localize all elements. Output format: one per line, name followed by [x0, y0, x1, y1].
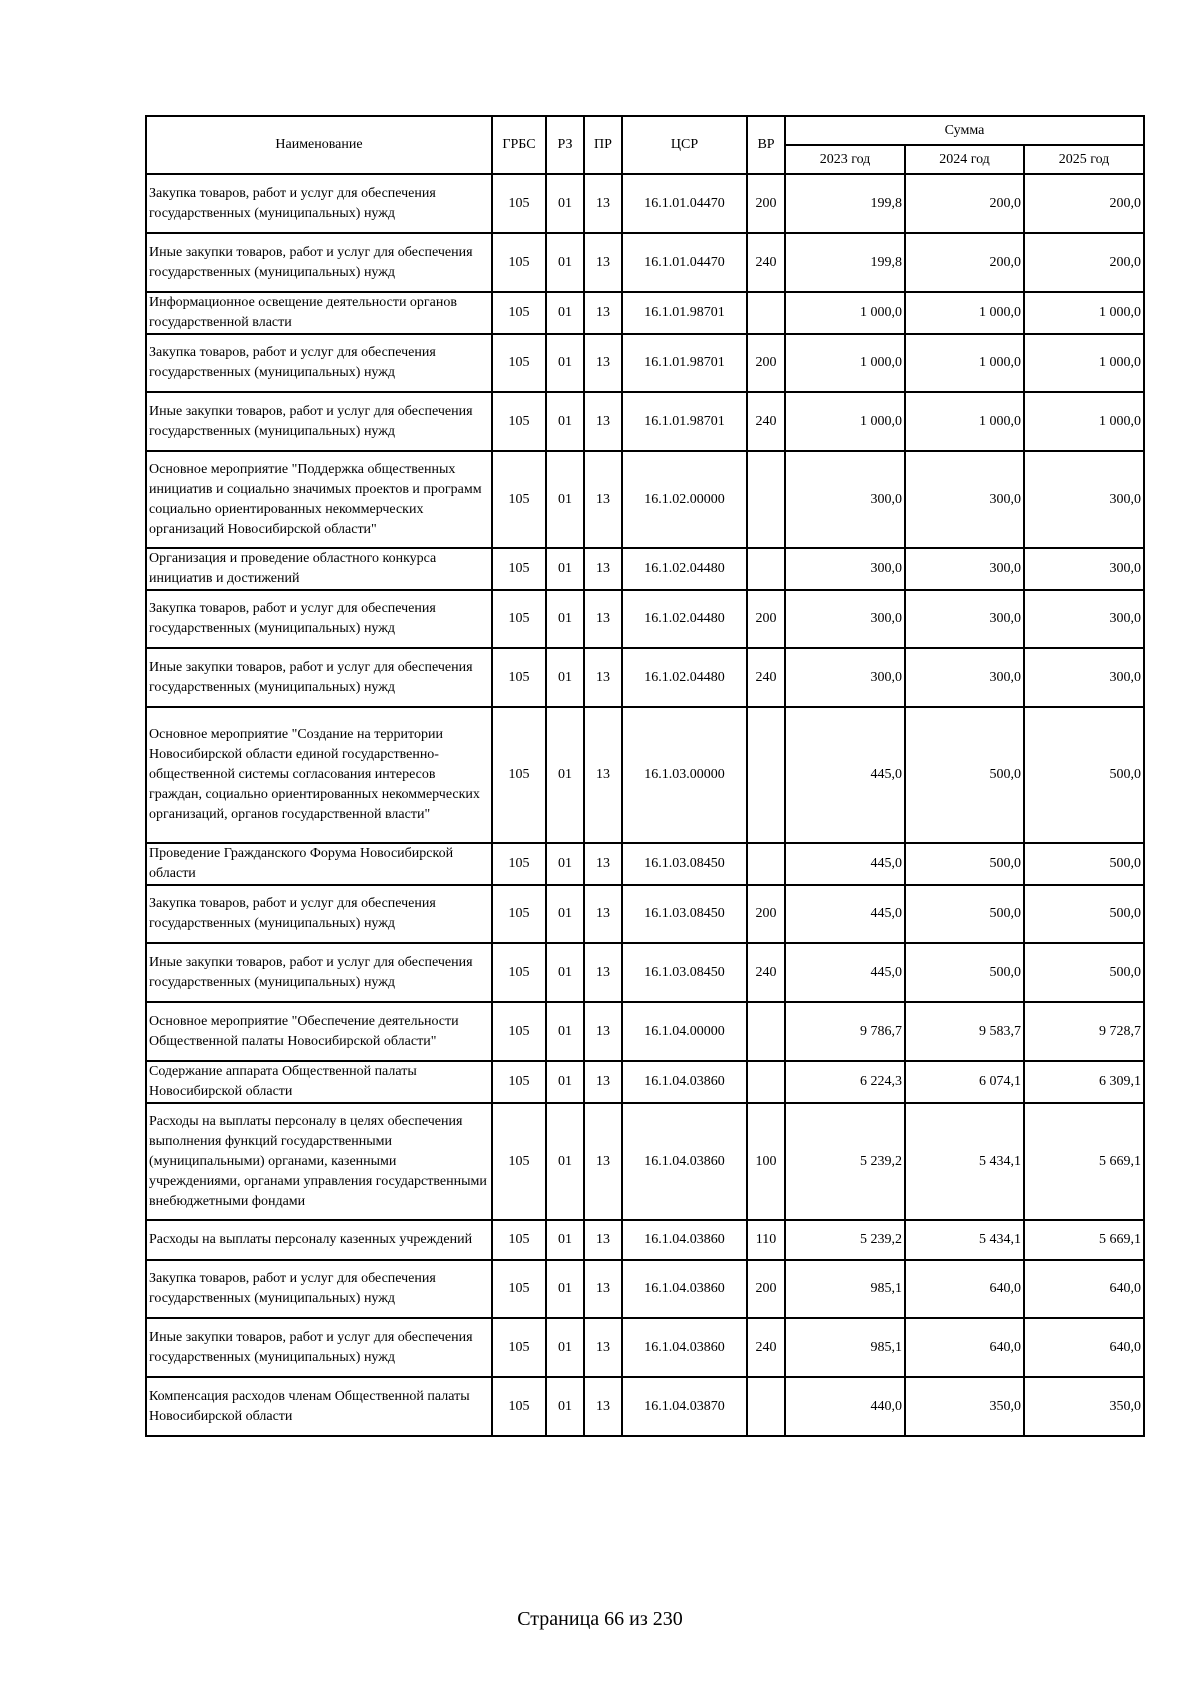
- cell-vr: [747, 451, 785, 548]
- budget-table: [145, 115, 1145, 1437]
- cell-sum-2023: 445,0: [785, 885, 905, 943]
- table-row: [146, 707, 1144, 843]
- table-row: [146, 233, 1144, 292]
- cell-csr: 16.1.01.98701: [622, 334, 747, 392]
- table-row: [146, 451, 1144, 548]
- cell-sum-2024: 640,0: [905, 1318, 1024, 1377]
- cell-sum-2024: 1 000,0: [905, 334, 1024, 392]
- cell-sum-2025: 350,0: [1024, 1377, 1144, 1436]
- cell-grbs: 105: [492, 1103, 546, 1220]
- cell-vr: 240: [747, 648, 785, 707]
- cell-rz: 01: [546, 943, 584, 1002]
- header-name: Наименование: [146, 116, 492, 174]
- cell-sum-2025: 500,0: [1024, 843, 1144, 885]
- cell-grbs: 105: [492, 1318, 546, 1377]
- cell-pr: 13: [584, 1318, 622, 1377]
- cell-csr: 16.1.04.03860: [622, 1318, 747, 1377]
- cell-rz: 01: [546, 292, 584, 334]
- cell-rz: 01: [546, 1220, 584, 1260]
- cell-sum-2025: 300,0: [1024, 451, 1144, 548]
- header-year-2023: 2023 год: [785, 145, 905, 174]
- cell-csr: 16.1.03.00000: [622, 707, 747, 843]
- cell-name: Иные закупки товаров, работ и услуг для обеспечения государственных (муниципальных) нужд: [146, 943, 492, 1002]
- cell-sum-2025: 9 728,7: [1024, 1002, 1144, 1061]
- cell-name: Иные закупки товаров, работ и услуг для обеспечения государственных (муниципальных) нужд: [146, 648, 492, 707]
- cell-sum-2023: 445,0: [785, 943, 905, 1002]
- cell-grbs: 105: [492, 451, 546, 548]
- cell-csr: 16.1.01.98701: [622, 392, 747, 451]
- header-vr: ВР: [747, 116, 785, 174]
- cell-sum-2023: 6 224,3: [785, 1061, 905, 1103]
- header-pr: ПР: [584, 116, 622, 174]
- table-row: [146, 334, 1144, 392]
- cell-sum-2023: 5 239,2: [785, 1220, 905, 1260]
- cell-name: Закупка товаров, работ и услуг для обеспечения государственных (муниципальных) нужд: [146, 174, 492, 233]
- table-header: [146, 116, 1144, 174]
- cell-rz: 01: [546, 1318, 584, 1377]
- table-row: [146, 1318, 1144, 1377]
- cell-sum-2025: 200,0: [1024, 233, 1144, 292]
- cell-csr: 16.1.01.98701: [622, 292, 747, 334]
- cell-pr: 13: [584, 1103, 622, 1220]
- header-grbs: ГРБС: [492, 116, 546, 174]
- cell-name: Информационное освещение деятельности органов государственной власти: [146, 292, 492, 334]
- cell-rz: 01: [546, 334, 584, 392]
- cell-name: Закупка товаров, работ и услуг для обеспечения государственных (муниципальных) нужд: [146, 885, 492, 943]
- cell-name: Расходы на выплаты персоналу в целях обеспечения выполнения функций государственными (муниципальными) органами, казенными учреждениями, органами управления государственными внебюджетными фондами: [146, 1103, 492, 1220]
- cell-pr: 13: [584, 885, 622, 943]
- cell-sum-2023: 9 786,7: [785, 1002, 905, 1061]
- cell-sum-2023: 440,0: [785, 1377, 905, 1436]
- cell-sum-2024: 500,0: [905, 943, 1024, 1002]
- cell-sum-2023: 1 000,0: [785, 334, 905, 392]
- cell-sum-2024: 1 000,0: [905, 292, 1024, 334]
- cell-pr: 13: [584, 843, 622, 885]
- cell-sum-2025: 640,0: [1024, 1318, 1144, 1377]
- cell-pr: 13: [584, 392, 622, 451]
- cell-csr: 16.1.04.03860: [622, 1260, 747, 1318]
- cell-sum-2025: 300,0: [1024, 648, 1144, 707]
- cell-vr: 240: [747, 392, 785, 451]
- cell-rz: 01: [546, 392, 584, 451]
- cell-csr: 16.1.04.03860: [622, 1061, 747, 1103]
- cell-vr: 110: [747, 1220, 785, 1260]
- cell-grbs: 105: [492, 334, 546, 392]
- table-body: [146, 174, 1144, 1436]
- cell-name: Компенсация расходов членам Общественной палаты Новосибирской области: [146, 1377, 492, 1436]
- cell-sum-2023: 300,0: [785, 451, 905, 548]
- cell-vr: 240: [747, 943, 785, 1002]
- page-number: Страница 66 из 230: [517, 1608, 683, 1630]
- table-row: [146, 943, 1144, 1002]
- cell-rz: 01: [546, 843, 584, 885]
- cell-name: Закупка товаров, работ и услуг для обеспечения государственных (муниципальных) нужд: [146, 590, 492, 648]
- cell-vr: [747, 1377, 785, 1436]
- cell-csr: 16.1.02.00000: [622, 451, 747, 548]
- cell-pr: 13: [584, 548, 622, 590]
- table-row: [146, 590, 1144, 648]
- cell-sum-2025: 500,0: [1024, 707, 1144, 843]
- cell-sum-2024: 500,0: [905, 885, 1024, 943]
- cell-csr: 16.1.04.03860: [622, 1220, 747, 1260]
- cell-grbs: 105: [492, 392, 546, 451]
- table-row: [146, 1220, 1144, 1260]
- cell-sum-2025: 500,0: [1024, 885, 1144, 943]
- cell-name: Закупка товаров, работ и услуг для обеспечения государственных (муниципальных) нужд: [146, 334, 492, 392]
- cell-pr: 13: [584, 1377, 622, 1436]
- cell-sum-2025: 1 000,0: [1024, 292, 1144, 334]
- cell-sum-2024: 5 434,1: [905, 1220, 1024, 1260]
- cell-csr: 16.1.01.04470: [622, 233, 747, 292]
- cell-grbs: 105: [492, 590, 546, 648]
- cell-rz: 01: [546, 1377, 584, 1436]
- cell-grbs: 105: [492, 233, 546, 292]
- cell-csr: 16.1.02.04480: [622, 548, 747, 590]
- cell-sum-2023: 445,0: [785, 707, 905, 843]
- cell-name: Организация и проведение областного конкурса инициатив и достижений: [146, 548, 492, 590]
- cell-pr: 13: [584, 648, 622, 707]
- cell-pr: 13: [584, 292, 622, 334]
- cell-pr: 13: [584, 707, 622, 843]
- cell-rz: 01: [546, 1002, 584, 1061]
- cell-rz: 01: [546, 590, 584, 648]
- header-year-2025: 2025 год: [1024, 145, 1144, 174]
- cell-pr: 13: [584, 1061, 622, 1103]
- cell-sum-2024: 300,0: [905, 590, 1024, 648]
- cell-sum-2023: 300,0: [785, 648, 905, 707]
- cell-rz: 01: [546, 548, 584, 590]
- header-sum: Сумма: [785, 116, 1144, 145]
- table-row: [146, 648, 1144, 707]
- cell-csr: 16.1.04.00000: [622, 1002, 747, 1061]
- table-row: [146, 1061, 1144, 1103]
- table-row: [146, 843, 1144, 885]
- cell-grbs: 105: [492, 1220, 546, 1260]
- header-csr: ЦСР: [622, 116, 747, 174]
- cell-sum-2025: 200,0: [1024, 174, 1144, 233]
- cell-grbs: 105: [492, 1061, 546, 1103]
- cell-name: Проведение Гражданского Форума Новосибирской области: [146, 843, 492, 885]
- cell-pr: 13: [584, 590, 622, 648]
- cell-pr: 13: [584, 1002, 622, 1061]
- cell-grbs: 105: [492, 174, 546, 233]
- cell-csr: 16.1.02.04480: [622, 648, 747, 707]
- cell-vr: [747, 548, 785, 590]
- cell-grbs: 105: [492, 548, 546, 590]
- cell-sum-2023: 5 239,2: [785, 1103, 905, 1220]
- cell-sum-2024: 300,0: [905, 648, 1024, 707]
- header-row: [146, 116, 1144, 145]
- cell-vr: [747, 843, 785, 885]
- cell-name: Иные закупки товаров, работ и услуг для обеспечения государственных (муниципальных) нужд: [146, 392, 492, 451]
- cell-vr: 240: [747, 1318, 785, 1377]
- cell-sum-2025: 5 669,1: [1024, 1103, 1144, 1220]
- cell-vr: 200: [747, 1260, 785, 1318]
- cell-rz: 01: [546, 174, 584, 233]
- cell-name: Основное мероприятие "Создание на территории Новосибирской области единой государственно-общественной системы согласования интересов граждан, социально ориентированных некоммерческих организаций, органов государственной власти": [146, 707, 492, 843]
- cell-vr: 100: [747, 1103, 785, 1220]
- cell-sum-2024: 300,0: [905, 548, 1024, 590]
- cell-sum-2024: 200,0: [905, 233, 1024, 292]
- cell-grbs: 105: [492, 843, 546, 885]
- cell-vr: 200: [747, 885, 785, 943]
- cell-sum-2024: 9 583,7: [905, 1002, 1024, 1061]
- cell-rz: 01: [546, 451, 584, 548]
- cell-pr: 13: [584, 233, 622, 292]
- cell-sum-2025: 1 000,0: [1024, 334, 1144, 392]
- cell-csr: 16.1.02.04480: [622, 590, 747, 648]
- cell-sum-2023: 985,1: [785, 1260, 905, 1318]
- cell-sum-2024: 350,0: [905, 1377, 1024, 1436]
- cell-sum-2024: 6 074,1: [905, 1061, 1024, 1103]
- cell-rz: 01: [546, 1061, 584, 1103]
- cell-name: Основное мероприятие "Обеспечение деятельности Общественной палаты Новосибирской области": [146, 1002, 492, 1061]
- cell-grbs: 105: [492, 648, 546, 707]
- cell-sum-2025: 640,0: [1024, 1260, 1144, 1318]
- cell-sum-2023: 300,0: [785, 548, 905, 590]
- cell-rz: 01: [546, 233, 584, 292]
- cell-name: Расходы на выплаты персоналу казенных учреждений: [146, 1220, 492, 1260]
- cell-sum-2023: 300,0: [785, 590, 905, 648]
- cell-sum-2024: 640,0: [905, 1260, 1024, 1318]
- cell-name: Основное мероприятие "Поддержка общественных инициатив и социально значимых проектов и программ социально ориентированных некоммерческих организаций Новосибирской области": [146, 451, 492, 548]
- table-row: [146, 1103, 1144, 1220]
- cell-sum-2023: 1 000,0: [785, 392, 905, 451]
- cell-grbs: 105: [492, 707, 546, 843]
- cell-vr: 200: [747, 334, 785, 392]
- cell-pr: 13: [584, 451, 622, 548]
- cell-sum-2023: 199,8: [785, 233, 905, 292]
- cell-name: Содержание аппарата Общественной палаты Новосибирской области: [146, 1061, 492, 1103]
- cell-csr: 16.1.03.08450: [622, 885, 747, 943]
- cell-name: Иные закупки товаров, работ и услуг для обеспечения государственных (муниципальных) нужд: [146, 233, 492, 292]
- cell-sum-2024: 500,0: [905, 843, 1024, 885]
- cell-grbs: 105: [492, 1377, 546, 1436]
- cell-vr: [747, 1061, 785, 1103]
- cell-sum-2024: 1 000,0: [905, 392, 1024, 451]
- cell-rz: 01: [546, 707, 584, 843]
- header-year-2024: 2024 год: [905, 145, 1024, 174]
- cell-vr: 240: [747, 233, 785, 292]
- cell-rz: 01: [546, 1260, 584, 1318]
- table-row: [146, 1002, 1144, 1061]
- cell-vr: [747, 292, 785, 334]
- cell-vr: [747, 1002, 785, 1061]
- cell-sum-2024: 200,0: [905, 174, 1024, 233]
- cell-sum-2025: 5 669,1: [1024, 1220, 1144, 1260]
- cell-grbs: 105: [492, 1260, 546, 1318]
- cell-pr: 13: [584, 1260, 622, 1318]
- cell-rz: 01: [546, 1103, 584, 1220]
- cell-grbs: 105: [492, 1002, 546, 1061]
- cell-grbs: 105: [492, 885, 546, 943]
- cell-sum-2023: 445,0: [785, 843, 905, 885]
- cell-sum-2024: 300,0: [905, 451, 1024, 548]
- table-row: [146, 1260, 1144, 1318]
- cell-sum-2025: 300,0: [1024, 590, 1144, 648]
- cell-csr: 16.1.03.08450: [622, 843, 747, 885]
- cell-grbs: 105: [492, 292, 546, 334]
- cell-vr: [747, 707, 785, 843]
- cell-sum-2025: 300,0: [1024, 548, 1144, 590]
- cell-sum-2024: 5 434,1: [905, 1103, 1024, 1220]
- cell-name: Иные закупки товаров, работ и услуг для обеспечения государственных (муниципальных) нужд: [146, 1318, 492, 1377]
- table-row: [146, 174, 1144, 233]
- cell-pr: 13: [584, 1220, 622, 1260]
- table-row: [146, 392, 1144, 451]
- cell-rz: 01: [546, 648, 584, 707]
- cell-sum-2023: 199,8: [785, 174, 905, 233]
- cell-sum-2023: 985,1: [785, 1318, 905, 1377]
- cell-csr: 16.1.04.03860: [622, 1103, 747, 1220]
- table-row: [146, 292, 1144, 334]
- cell-csr: 16.1.01.04470: [622, 174, 747, 233]
- cell-sum-2024: 500,0: [905, 707, 1024, 843]
- cell-vr: 200: [747, 590, 785, 648]
- table-row: [146, 1377, 1144, 1436]
- cell-sum-2025: 6 309,1: [1024, 1061, 1144, 1103]
- cell-sum-2025: 500,0: [1024, 943, 1144, 1002]
- cell-sum-2025: 1 000,0: [1024, 392, 1144, 451]
- cell-pr: 13: [584, 334, 622, 392]
- cell-vr: 200: [747, 174, 785, 233]
- cell-pr: 13: [584, 943, 622, 1002]
- table-row: [146, 548, 1144, 590]
- cell-name: Закупка товаров, работ и услуг для обеспечения государственных (муниципальных) нужд: [146, 1260, 492, 1318]
- cell-sum-2023: 1 000,0: [785, 292, 905, 334]
- header-rz: РЗ: [546, 116, 584, 174]
- cell-grbs: 105: [492, 943, 546, 1002]
- cell-rz: 01: [546, 885, 584, 943]
- cell-csr: 16.1.04.03870: [622, 1377, 747, 1436]
- table-row: [146, 885, 1144, 943]
- cell-csr: 16.1.03.08450: [622, 943, 747, 1002]
- cell-pr: 13: [584, 174, 622, 233]
